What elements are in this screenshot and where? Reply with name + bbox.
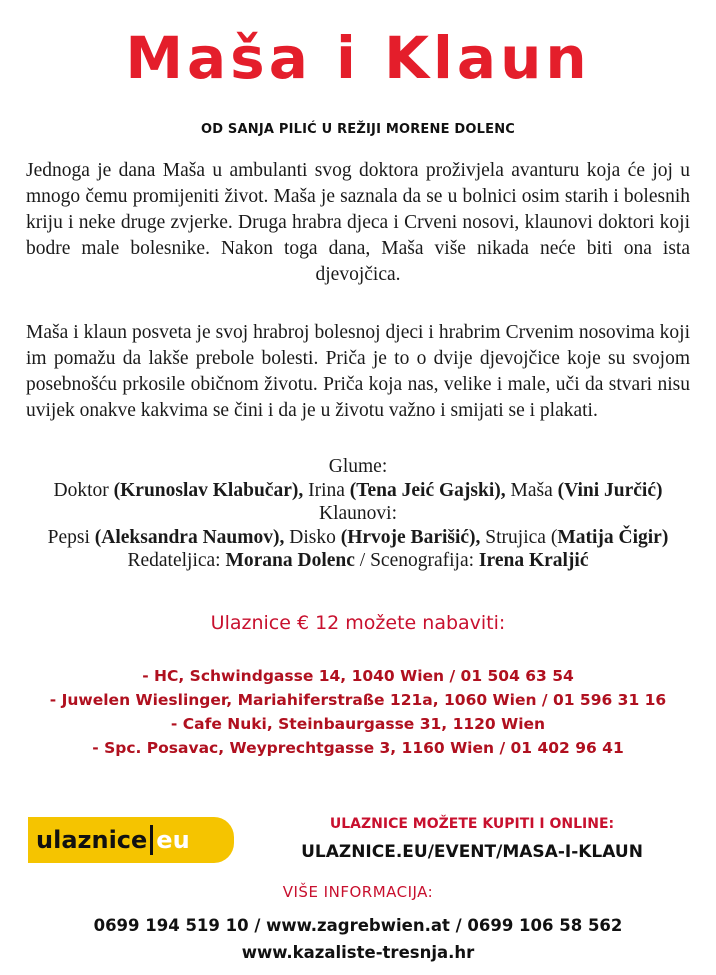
more-info-label: VIŠE INFORMACIJA:: [282, 883, 434, 901]
actor-disko: (Hrvoje Barišić),: [340, 526, 481, 548]
online-tickets-url[interactable]: ULAZNICE.EU/EVENT/MASA-I-KLAUN: [301, 842, 643, 862]
actor-doktor: (Krunoslav Klabučar),: [113, 479, 304, 501]
cast-section: [0, 455, 716, 573]
actor-masa: (Vini Jurčić): [557, 479, 663, 501]
ticket-locations: [0, 664, 716, 760]
actor-pepsi: (Aleksandra Naumov),: [94, 526, 285, 548]
actor-strujica: Matija Čigir): [557, 526, 669, 548]
director-name: Morana Dolenc: [225, 550, 355, 571]
ticket-location: - Cafe Nuki, Steinbaurgasse 31, 1120 Wien: [170, 715, 546, 733]
author-director-line: OD SANJA PILIĆ U REŽIJI MORENE DOLENC: [200, 122, 516, 137]
role-masa: Maša: [510, 479, 553, 501]
ticket-location: - Spc. Posavac, Weyprechtgasse 3, 1160 Wien / 01 402 96 41: [92, 739, 624, 757]
website-link[interactable]: www.kazaliste-tresnja.hr: [241, 943, 475, 962]
logo-divider: [150, 825, 153, 855]
crew-line: [0, 549, 716, 573]
online-tickets-label: ULAZNICE MOŽETE KUPITI I ONLINE:: [329, 816, 615, 832]
role-doktor: Doktor: [53, 479, 109, 501]
set-designer-name: Irena Kraljić: [478, 550, 589, 571]
logo-text-right: eu: [156, 826, 190, 854]
role-set-design: / Scenografija:: [359, 550, 475, 571]
role-strujica: Strujica (: [485, 526, 558, 548]
cast-heading: Glume:: [328, 456, 388, 477]
role-director: Redateljica:: [127, 550, 221, 571]
role-irina: Irina: [308, 479, 345, 501]
cast-line-main: [0, 479, 716, 503]
logo-text-left: ulaznice: [36, 826, 148, 854]
ticket-location: - Juwelen Wieslinger, Mariahiferstraße 121a, 1060 Wien / 01 596 31 16: [49, 691, 667, 709]
ticket-location: - HC, Schwindgasse 14, 1040 Wien / 01 504 63 54: [142, 667, 574, 685]
poster-title: Maša i Klaun: [125, 24, 591, 92]
description-paragraph-1: Jednoga je dana Maša u ambulanti svog doktora proživjela avanturu koja će joj u mnogo čemu promijeniti život. Maša je saznala da se u bolnici osim starih i bolesnih kriju i neke druge zvjerke. Druga hrabra djeca i Crveni nosovi, klaunovi doktori koji bodre male bolesnike. Nakon toga dana, Maša više nikada neće biti ona ista djevojčica.: [26, 160, 690, 285]
role-pepsi: Pepsi: [47, 526, 90, 548]
ulaznice-eu-logo: [28, 817, 234, 863]
cast-line-clowns: [0, 526, 716, 550]
actor-irina: (Tena Jeić Gajski),: [349, 479, 506, 501]
clowns-heading: Klaunovi:: [319, 503, 397, 524]
tickets-title: Ulaznice € 12 možete nabaviti:: [210, 612, 506, 634]
contact-line: 0699 194 519 10 / www.zagrebwien.at / 0699 106 58 562: [93, 916, 623, 935]
description-paragraph-2: Maša i klaun posveta je svoj hrabroj bolesnoj djeci i hrabrim Crvenim nosovima koji im pomažu da lakše prebole bolesti. Priča je to o dvije djevojčice koje su svojom posebnošću prkosile običnom životu. Priča koja nas, velike i male, uči da stvari nisu uvijek onakve kakvima se čini i da je u životu važno i smijati se i plakati.: [26, 322, 690, 421]
role-disko: Disko: [289, 526, 336, 548]
